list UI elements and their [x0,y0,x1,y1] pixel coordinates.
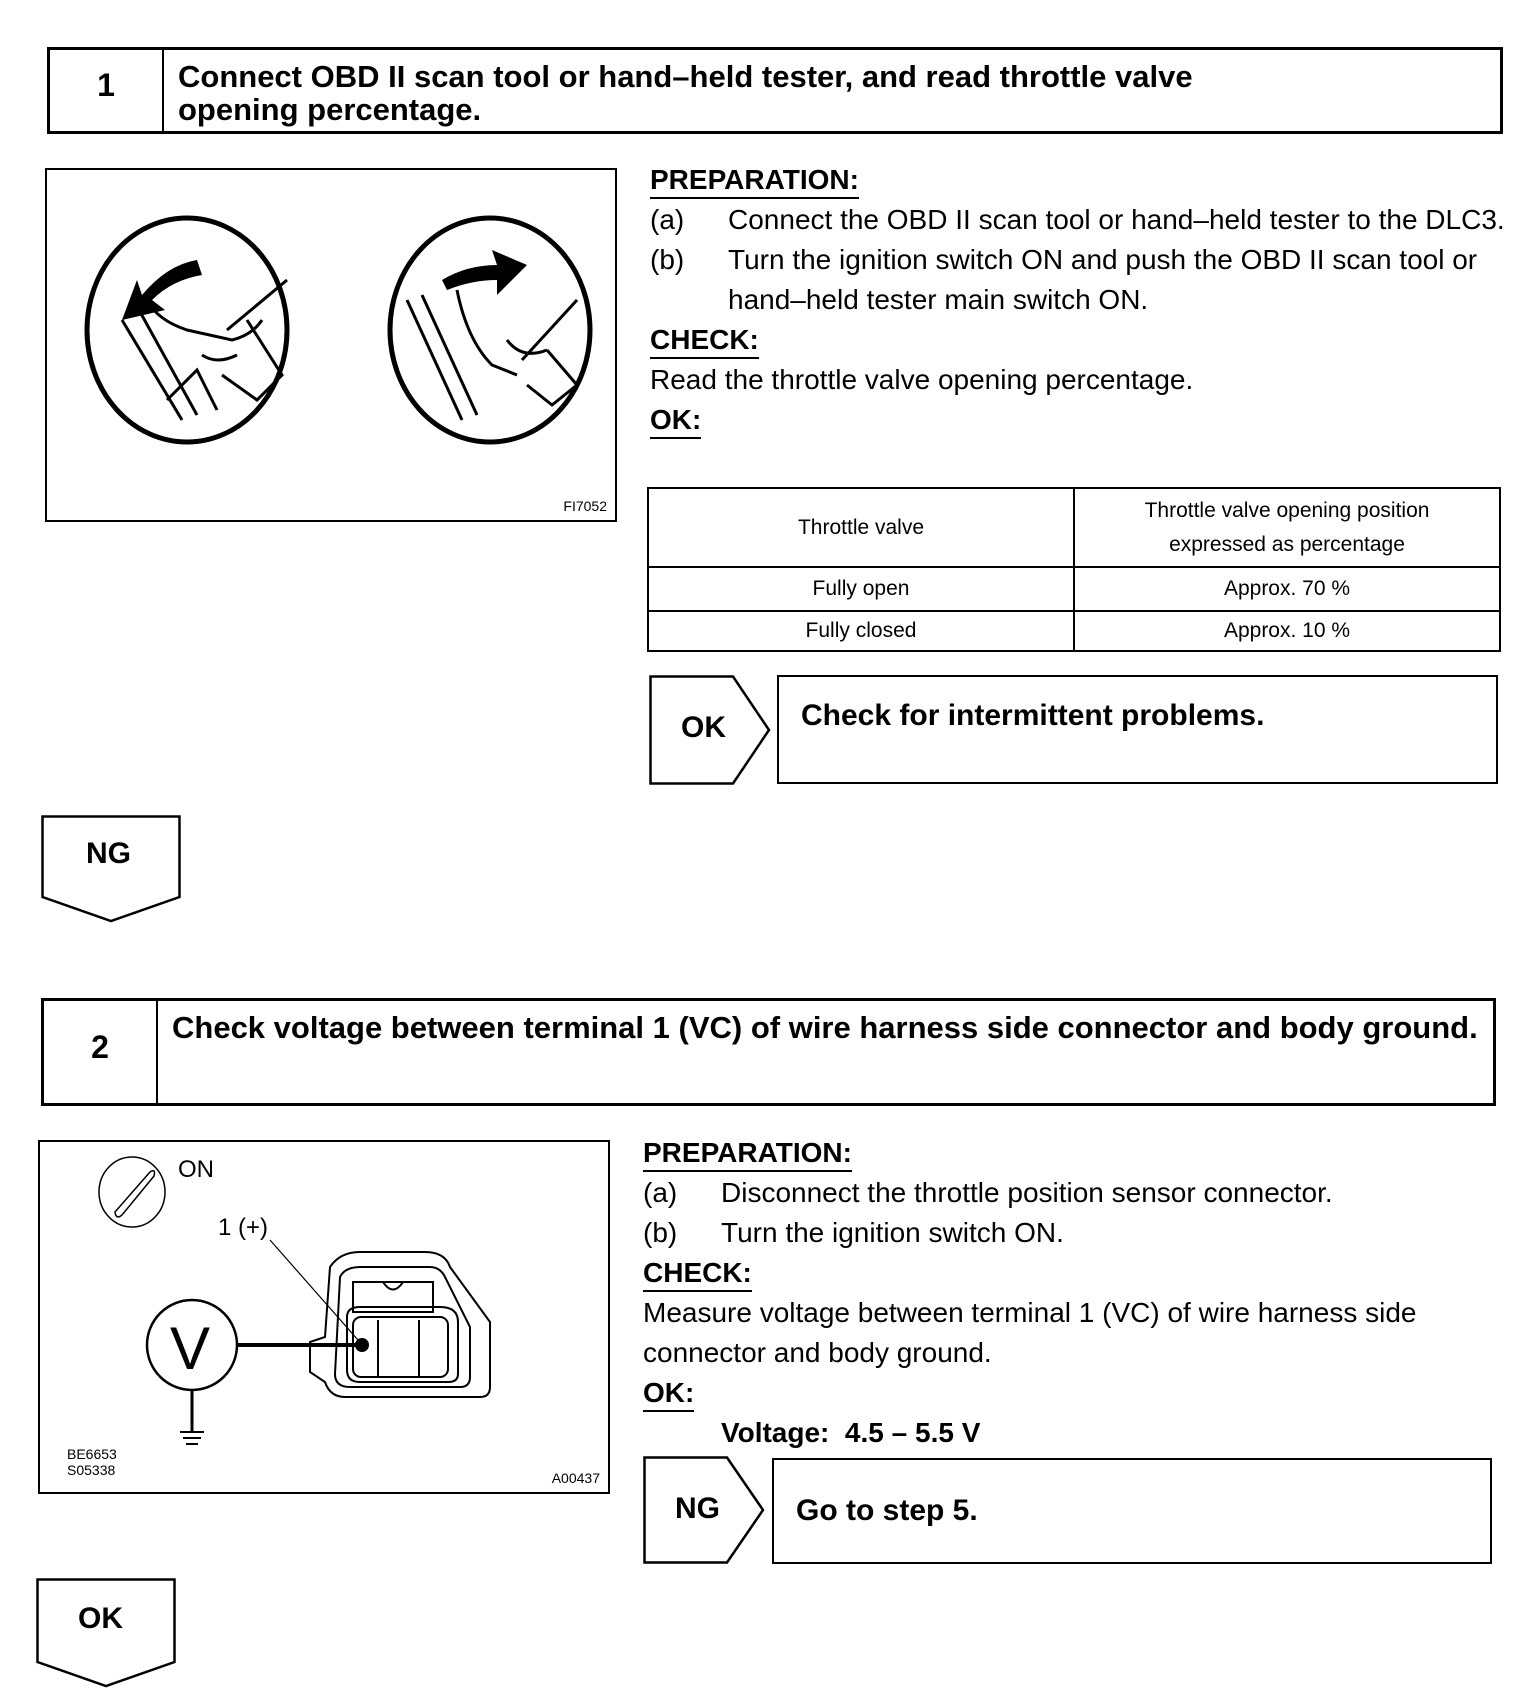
step-title: Connect OBD II scan tool or hand–held tester, and read throttle valve opening percentage. [178,59,1193,127]
check-label: CHECK: [650,323,759,359]
step-2-figure [38,1140,610,1494]
branch-label: NG [86,837,131,870]
branch-label: OK [681,711,726,744]
preparation-item: (a) Connect the OBD II scan tool or hand–held tester to the DLC3. [650,204,1505,235]
step-number: 1 [50,50,164,131]
ok-label: OK: [643,1376,694,1412]
spec-table [647,487,1501,652]
ok-branch-arrow[interactable] [649,675,771,785]
preparation-item: (a) Disconnect the throttle position sensor connector. [643,1177,1333,1208]
table-cell: Fully open [648,567,1074,611]
step-1-instructions [650,160,1505,440]
ignition-on-label: ON [178,1156,214,1183]
preparation-item: (b) Turn the ignition switch ON and push the OBD II scan tool or hand–held tester main switch ON. [650,244,1478,315]
branch-label: OK [78,1602,123,1635]
table-header-row [648,488,1500,567]
preparation-item: (b) Turn the ignition switch ON. [643,1217,1064,1248]
accelerator-pedal-depressed-icon [390,218,590,442]
terminal-label: 1 (+) [218,1214,269,1241]
step-number: 2 [44,1001,158,1103]
check-text: Read the throttle valve opening percentage. [650,364,1194,395]
preparation-label: PREPARATION: [643,1136,852,1172]
ok-result-box: Check for intermittent problems. [777,675,1498,784]
step-2-header [41,998,1496,1106]
ok-spec: Voltage: 4.5 – 5.5 V [721,1417,981,1448]
branch-label: NG [675,1492,720,1525]
table-row [648,567,1500,611]
ok-branch-arrow[interactable] [36,1578,176,1688]
voltmeter-label: V [170,1315,211,1382]
preparation-label: PREPARATION: [650,163,859,199]
step-title: Check voltage between terminal 1 (VC) of wire harness side connector and body ground. [172,1010,1478,1045]
connector-icon [270,1240,490,1397]
table-header-cell: Throttle valve opening position expressed as percentage [1074,488,1500,567]
ng-branch-arrow[interactable] [643,1456,765,1564]
step-2-instructions [643,1133,1503,1453]
ng-result-box: Go to step 5. [772,1458,1492,1564]
table-row [648,611,1500,651]
table-header-cell: Throttle valve [648,488,1074,567]
step-1-figure [45,168,617,522]
table-cell: Approx. 10 % [1074,611,1500,651]
voltmeter-connector-illustration [40,1142,607,1491]
check-text: Measure voltage between terminal 1 (VC) of wire harness side connector and body ground. [643,1297,1417,1368]
table-cell: Approx. 70 % [1074,567,1500,611]
accelerator-pedal-released-icon [87,218,287,442]
pedal-illustration [47,170,614,519]
ignition-switch-icon [99,1157,165,1227]
figure-code: FI7052 [563,498,607,514]
ng-branch-arrow[interactable] [41,815,181,923]
table-cell: Fully closed [648,611,1074,651]
ok-label: OK: [650,403,701,439]
figure-code: S05338 [67,1462,116,1478]
check-label: CHECK: [643,1256,752,1292]
figure-code: A00437 [551,1470,600,1486]
figure-code: BE6653 [67,1446,117,1462]
step-1-header [47,47,1503,134]
